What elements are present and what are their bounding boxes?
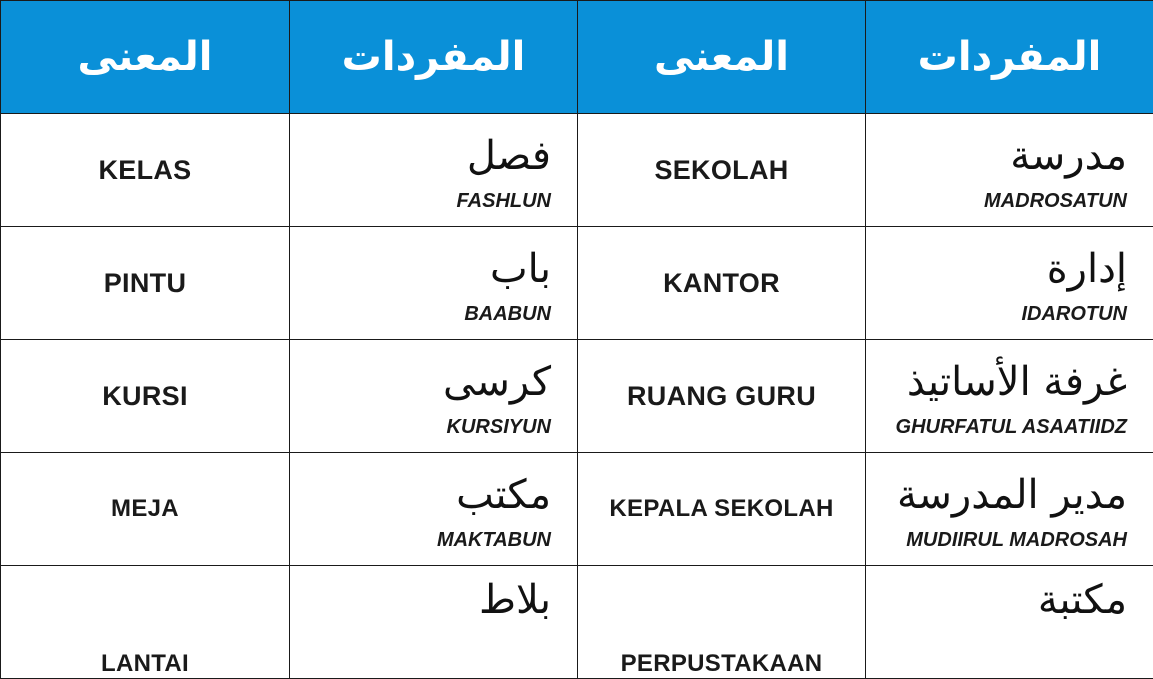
header-vocab-right: المفردات <box>866 1 1153 114</box>
meaning-cell: PINTU <box>1 227 290 340</box>
vocab-cell <box>866 227 1153 340</box>
vocab-cell <box>290 453 578 566</box>
arabic-word: مكتب <box>290 471 551 519</box>
meaning-cell: MEJA <box>1 453 290 566</box>
table-row <box>1 566 1153 679</box>
table-row <box>1 114 1153 227</box>
vocab-cell <box>290 340 578 453</box>
arabic-word: فصل <box>290 132 551 180</box>
meaning-cell: KANTOR <box>578 227 866 340</box>
vocab-cell <box>866 114 1153 227</box>
meaning-cell: LANTAI <box>1 566 290 679</box>
arabic-word: مكتبة <box>866 576 1127 624</box>
arabic-word: كرسى <box>290 358 551 406</box>
meaning-cell: KURSI <box>1 340 290 453</box>
arabic-word: إدارة <box>866 245 1127 293</box>
vocab-cell <box>290 566 578 679</box>
meaning-cell: SEKOLAH <box>578 114 866 227</box>
header-meaning-left: المعنى <box>1 1 290 114</box>
table-row <box>1 227 1153 340</box>
arabic-word: باب <box>290 245 551 293</box>
transliteration: GHURFATUL ASAATIIDZ <box>866 416 1127 439</box>
vocab-cell <box>866 566 1153 679</box>
meaning-cell: PERPUSTAKAAN <box>578 566 866 679</box>
transliteration: KURSIYUN <box>290 416 551 439</box>
transliteration: BAABUN <box>290 303 551 326</box>
vocab-cell <box>866 340 1153 453</box>
meaning-cell: KELAS <box>1 114 290 227</box>
transliteration: IDAROTUN <box>866 303 1127 326</box>
table-row <box>1 340 1153 453</box>
header-meaning-right: المعنى <box>578 1 866 114</box>
vocab-cell <box>290 114 578 227</box>
arabic-word: غرفة الأساتيذ <box>866 358 1127 406</box>
transliteration: FASHLUN <box>290 190 551 213</box>
arabic-word: مدير المدرسة <box>866 471 1127 519</box>
transliteration: MUDIIRUL MADROSAH <box>866 529 1127 552</box>
header-vocab-left: المفردات <box>290 1 578 114</box>
meaning-cell: KEPALA SEKOLAH <box>578 453 866 566</box>
vocab-cell <box>866 453 1153 566</box>
arabic-word: مدرسة <box>866 132 1127 180</box>
meaning-cell: RUANG GURU <box>578 340 866 453</box>
arabic-word: بلاط <box>290 576 551 624</box>
table-row <box>1 453 1153 566</box>
vocab-cell <box>290 227 578 340</box>
header-row <box>1 1 1153 114</box>
transliteration: MADROSATUN <box>866 190 1127 213</box>
transliteration: MAKTABUN <box>290 529 551 552</box>
